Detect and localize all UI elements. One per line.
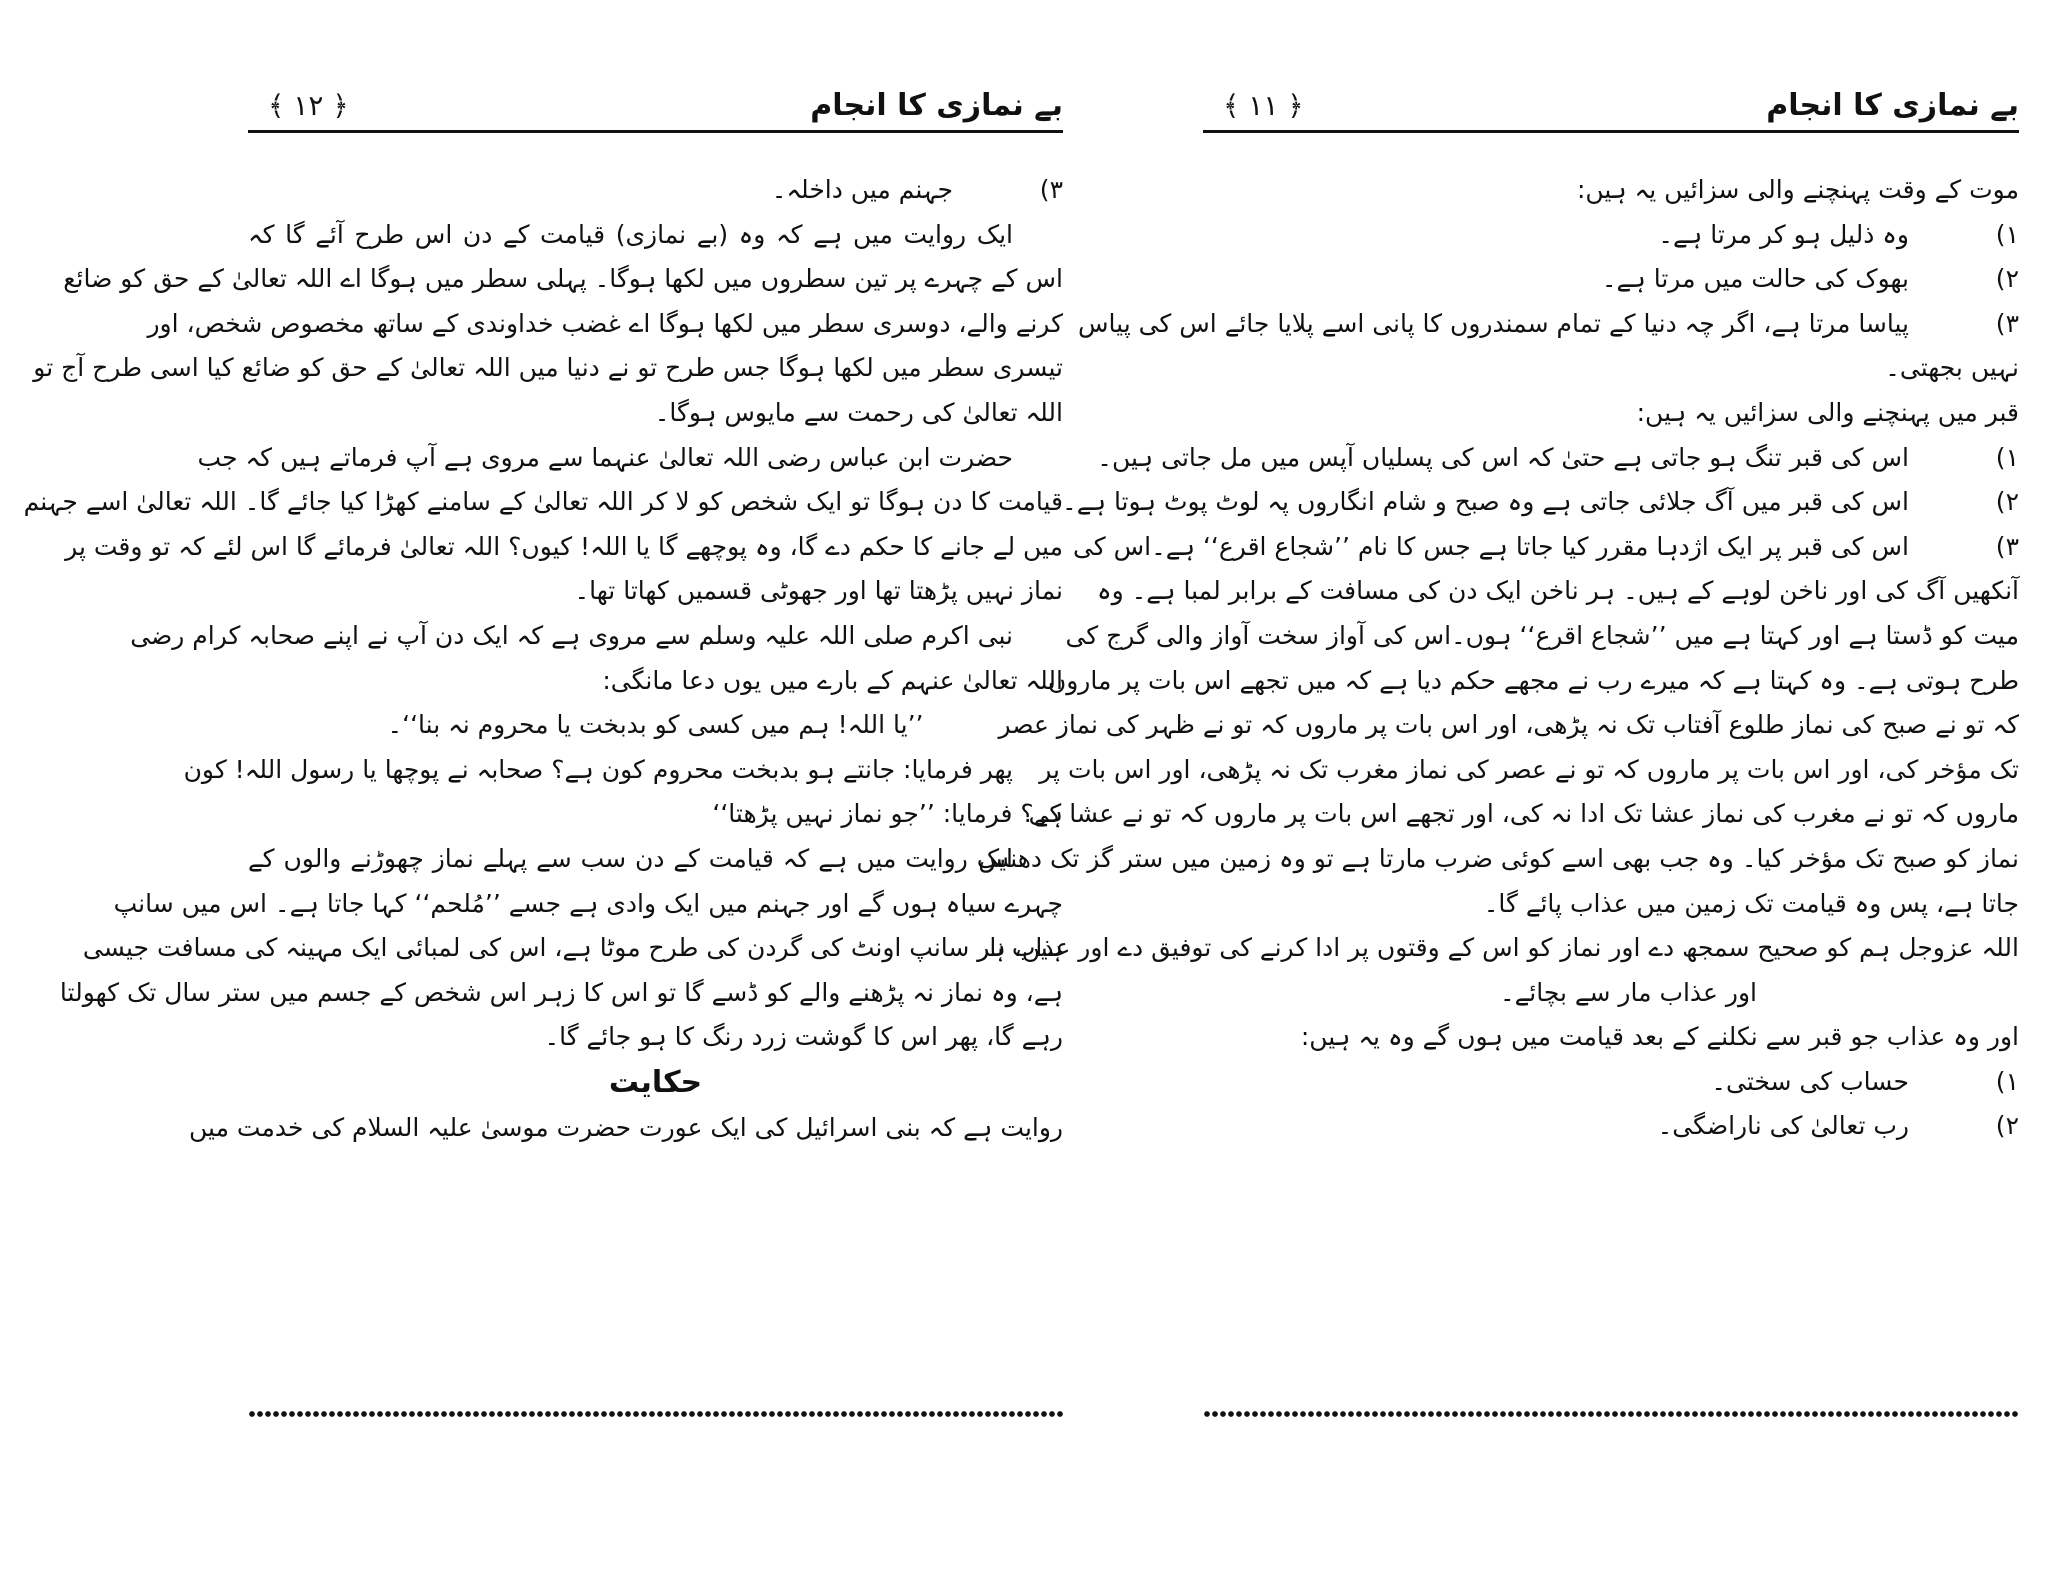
text-line: تک مؤخر کی، اور اس بات پر ماروں کہ تو نے عصر کی نماز مغرب تک نہ پڑھی، اور اس بات پر [1039,754,2019,784]
item-number: ۳) [1039,175,1063,204]
text-line: قیامت کا دن ہوگا تو ایک شخص کو لا کر اللہ تعالیٰ کے سامنے کھڑا کیا جائے گا۔ اللہ تعالیٰ اسے جہنم [23,487,1063,517]
item-text: جہنم میں داخلہ۔ [771,175,953,204]
item-text: حساب کی سختی۔ [1711,1066,1909,1096]
item-number: ۱) [1995,219,2019,249]
text-line: ماروں کہ تو نے مغرب کی نماز عشا تک ادا نہ کی، اور تجھے اس بات پر ماروں کہ تو نے عشا کی [1028,799,2019,829]
text-line: آنکھیں آگ کی اور ناخن لوہے کے ہیں۔ ہر ناخن ایک دن کی مسافت کے برابر لمبا ہے۔ وہ [1096,576,2019,606]
list-item [1072,525,2019,570]
page-number: ﴾ ۱۱ ﴿ [1223,89,1304,122]
text-line: اللہ تعالیٰ عنہم کے بارے میں یوں دعا مانگی: [602,665,1063,695]
item-number: ۱) [1995,1066,2019,1096]
text-line: ہے؟ فرمایا: ’’جو نماز نہیں پڑھتا‘‘ [712,799,1063,829]
item-number: ۳) [1995,308,2019,338]
page-header [1203,82,2019,133]
list-item [248,168,1063,213]
dua-line: اللہ عزوجل ہم کو صحیح سمجھ دے اور نماز کو اس کے وقتوں پر ادا کرنے کی توفیق دے اور عذاب نار [977,933,2019,963]
text-line: طرح ہوتی ہے۔ وہ کہتا ہے کہ میرے رب نے مجھے حکم دیا ہے کہ میں تجھے اس بات پر ماروں [1047,665,2019,695]
dotted-footer-rule [248,1409,1063,1419]
text-line: ہے، وہ نماز نہ پڑھنے والے کو ڈسے گا تو اس کا زہر اس شخص کے جسم میں ستر سال تک کھولتا [59,977,1063,1007]
text-line: نماز کو صبح تک مؤخر کیا۔ وہ جب بھی اسے کوئی ضرب مارتا ہے تو وہ زمین میں ستر گز تک دھنس [978,843,2019,873]
section-intro-after: اور وہ عذاب جو قبر سے نکلنے کے بعد قیامت میں ہوں گے وہ یہ ہیں: [1300,1022,2019,1052]
page-body [23,168,1063,1150]
list-item [1203,213,2019,258]
text-line: روایت ہے کہ بنی اسرائیل کی ایک عورت حضرت موسیٰ علیہ السلام کی خدمت میں [189,1112,1063,1142]
running-title: بے نمازی کا انجام [1766,88,2019,123]
list-item [1062,480,2019,525]
text-line: تیسری سطر میں لکھا ہوگا جس طرح تو نے دنیا میں اللہ تعالیٰ کے حق کو ضائع کیا اسی طرح آج تو [33,353,1063,383]
item-number: ۳) [1995,531,2019,561]
text-line: رہے گا، پھر اس کا گوشت زرد رنگ کا ہو جائے گا۔ [544,1022,1063,1052]
text-line: نماز نہیں پڑھتا تھا اور جھوٹی قسمیں کھاتا تھا۔ [574,576,1063,606]
text-line: حضرت ابن عباس رضی اللہ تعالیٰ عنہما سے مروی ہے آپ فرماتے ہیں کہ جب [197,442,1013,472]
text-line: اس کے چہرے پر تین سطروں میں لکھا ہوگا۔ پہلی سطر میں ہوگا اے اللہ تعالیٰ کے حق کو ضائع [63,264,1063,294]
text-line: چہرے سیاہ ہوں گے اور جہنم میں ایک وادی ہے جسے ’’مُلحم‘‘ کہا جاتا ہے۔ اس میں سانپ [113,888,1063,918]
page-number: ﴾ ۱۲ ﴿ [268,89,349,122]
dua-line: اور عذاب مار سے بچائے۔ [1499,977,1757,1007]
text-line: ایک روایت میں ہے کہ وہ (بے نمازی) قیامت کے دن اس طرح آئے گا کہ [248,219,1013,249]
list-item [1097,436,2019,481]
item-text: اس کی قبر تنگ ہو جاتی ہے حتیٰ کہ اس کی پسلیاں آپس میں مل جاتی ہیں۔ [1097,442,1909,472]
item-text: اس کی قبر میں آگ جلائی جاتی ہے وہ صبح و شام انگاروں پہ لوٹ پوٹ ہوتا ہے۔ [1062,487,1909,517]
item-number: ۲) [1995,264,2019,294]
item-number: ۲) [1995,1111,2019,1141]
text-line: کرنے والے، دوسری سطر میں لکھا ہوگا اے غضب خداوندی کے ساتھ مخصوص شخص، اور [147,308,1063,338]
list-item [1203,1104,2019,1149]
item-number: ۲) [1995,487,2019,517]
text-line: کہ تو نے صبح کی نماز طلوع آفتاب تک نہ پڑھی، اور اس بات پر ماروں کہ تو نے ظہر کی نماز عصر [998,710,2019,740]
text-line: نبی اکرم صلی اللہ علیہ وسلم سے مروی ہے کہ ایک دن آپ نے اپنے صحابہ کرام رضی [130,620,1013,650]
item-text: پیاسا مرتا ہے، اگر چہ دنیا کے تمام سمندروں کا پانی اسے پلایا جائے اس کی پیاس [1078,308,1909,338]
text-line: میں لے جانے کا حکم دے گا، وہ پوچھے گا یا اللہ! کیوں؟ اللہ تعالیٰ فرمائے گا اس لئے کہ تو وقت پر [65,531,1063,561]
text-line: ہیں، ہر سانپ اونٹ کی گردن کی طرح موٹا ہے، اس کی لمبائی ایک مہینہ کی مسافت جیسی [82,933,1063,963]
page-12 [23,0,1063,1582]
section-intro-death: موت کے وقت پہنچنے والی سزائیں یہ ہیں: [1576,175,2019,204]
item-continuation: نہیں بجھتی۔ [1885,353,2019,383]
list-item [1203,257,2019,302]
running-title: بے نمازی کا انجام [810,88,1063,123]
item-text: رب تعالیٰ کی ناراضگی۔ [1657,1111,1909,1141]
text-line: اللہ تعالیٰ کی رحمت سے مایوس ہوگا۔ [654,397,1063,427]
quote-line: ’’یا اللہ! ہم میں کسی کو بدبخت یا محروم نہ بنا‘‘۔ [387,710,924,740]
item-number: ۱) [1995,442,2019,472]
item-text: اس کی قبر پر ایک اژدہا مقرر کیا جاتا ہے جس کا نام ’’شجاع اقرع‘‘ ہے۔اس کی [1072,531,1909,561]
item-text: بھوک کی حالت میں مرتا ہے۔ [1601,264,1909,294]
item-text: وہ ذلیل ہو کر مرتا ہے۔ [1658,219,1909,249]
section-intro-grave: قبر میں پہنچنے والی سزائیں یہ ہیں: [1636,397,2019,427]
list-item [1203,1060,2019,1105]
page-body [977,168,2019,1149]
list-item [1078,302,2019,347]
section-heading: حکایت [608,1064,703,1100]
text-line: ایک روایت میں ہے کہ قیامت کے دن سب سے پہلے نماز چھوڑنے والوں کے [248,843,1013,873]
text-line: پھر فرمایا: جانتے ہو بدبخت محروم کون ہے؟ صحابہ نے پوچھا یا رسول اللہ! کون [183,754,1013,784]
dotted-footer-rule [1203,1409,2019,1419]
text-line: جاتا ہے، پس وہ قیامت تک زمین میں عذاب پائے گا۔ [1483,888,2019,918]
text-line: میت کو ڈستا ہے اور کہتا ہے میں ’’شجاع اقرع‘‘ ہوں۔اس کی آواز سخت آواز والی گرج کی [1065,620,2019,650]
page-11 [977,0,2019,1582]
page-header [248,82,1063,133]
